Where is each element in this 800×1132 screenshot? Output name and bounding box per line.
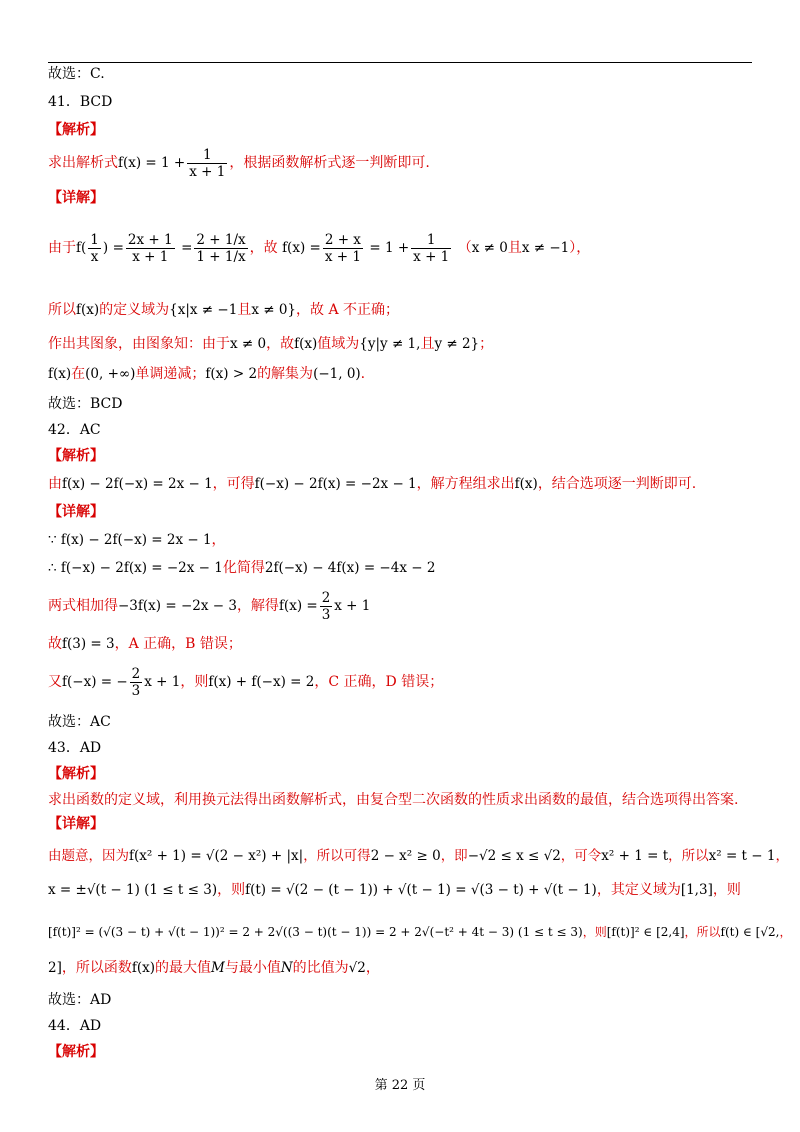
detail-line-41-2: 所以f(x)的定义域为{x|x ≠ −1且x ≠ 0}，故 A 不正确； [48, 302, 400, 318]
header-rule [48, 62, 752, 63]
answer-line: 故选：AD [48, 992, 112, 1008]
detail-line-41-1: 由于f( $\frac{1}{x}$ ) = $\frac{2x + 1}{x + 1}$ = $\frac{2 + 1/x}{1 + 1/x}$ ，故 f(x) = $\frac{2 + x}{x + 1}$ = 1 + $\frac{1}{x + 1}$ （x ≠ 0且x ≠ −1）， [48, 231, 591, 265]
section-heading-detail: 【详解】 [48, 190, 104, 206]
analysis-text-41: 求出解析式f(x) = 1 + $\frac{1}{x + 1}$ ，根据函数解析式逐一判断即可. [48, 146, 430, 180]
page-number: 第 22 页 [374, 1078, 426, 1093]
detail-line-43-1: 由题意，因为f(x² + 1) = √(2 − x²) + |x|，所以可得2 − x² ≥ 0，即−√2 ≤ x ≤ √2，可令x² + 1 = t，所以x² = t − 1， [48, 848, 789, 864]
detail-line-43-4: 2]，所以函数f(x)的最大值M与最小值N的比值为√2， [48, 960, 380, 976]
answer-line: 故选：AC [48, 714, 111, 730]
section-heading-analysis: 【解析】 [48, 766, 104, 782]
detail-line-43-2: x = ±√(t − 1) (1 ≤ t ≤ 3)，则f(t) = √(2 − (t − 1)) + √(t − 1) = √(3 − t) + √(t − 1)，其定义域为[1,3]，则 [48, 882, 741, 898]
question-number-43: 43．AD [48, 740, 102, 756]
answer-line: 故选：BCD [48, 396, 123, 412]
detail-line-41-3: 作出其图象，由图象知：由于x ≠ 0，故f(x)值域为{y|y ≠ 1,且y ≠ 2}； [48, 336, 494, 352]
analysis-text-43: 求出函数的定义域，利用换元法得出函数解析式，由复合型二次函数的性质求出函数的最值，结合选项得出答案. [48, 792, 739, 808]
analysis-text-42: 由f(x) − 2f(−x) = 2x − 1，可得f(−x) − 2f(x) = −2x − 1，解方程组求出f(x)，结合选项逐一判断即可. [48, 476, 697, 492]
question-number-41: 41．BCD [48, 94, 113, 110]
detail-line-42-5: 又f(−x) = − $\frac{2}{3}$ x + 1，则f(x) + f(−x) = 2，C 正确，D 错误； [48, 665, 444, 699]
question-number-42: 42．AC [48, 422, 101, 438]
section-heading-detail: 【详解】 [48, 504, 104, 520]
detail-line-42-2: ∴ f(−x) − 2f(x) = −2x − 1化简得2f(−x) − 4f(x) = −4x − 2 [48, 560, 436, 576]
detail-line-42-1: ∵ f(x) − 2f(−x) = 2x − 1， [48, 532, 226, 548]
detail-line-42-4: 故f(3) = 3，A 正确，B 错误； [48, 636, 242, 652]
detail-line-43-3: [f(t)]² = (√(3 − t) + √(t − 1))² = 2 + 2√((3 − t)(t − 1)) = 2 + 2√(−t² + 4t − 3) (1 ≤ t ≤ 3)，则[f(t)]² ∈ [2,4]，所以f(t) ∈ [√2,， [48, 925, 792, 939]
section-heading-detail: 【详解】 [48, 816, 104, 832]
section-heading-analysis: 【解析】 [48, 1044, 104, 1060]
detail-line-42-3: 两式相加得−3f(x) = −2x − 3，解得f(x) = $\frac{2}{3}$ x + 1 [48, 589, 371, 623]
section-heading-analysis: 【解析】 [48, 122, 104, 138]
detail-line-41-4: f(x)在(0, +∞)单调递减；f(x) > 2的解集为(−1, 0). [48, 366, 366, 382]
section-heading-analysis: 【解析】 [48, 448, 104, 464]
answer-line: 故选：C. [48, 66, 105, 82]
question-number-44: 44．AD [48, 1018, 102, 1034]
